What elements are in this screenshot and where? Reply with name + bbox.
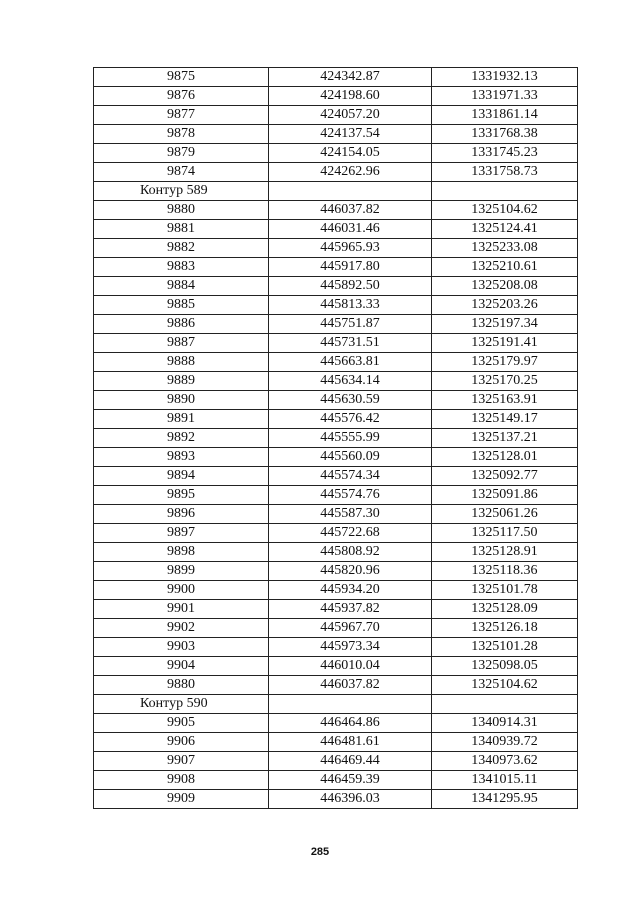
contour-header-row	[94, 695, 578, 714]
x-coordinate-cell: 445934.20	[269, 581, 432, 600]
y-coordinate-cell: 1340973.62	[432, 752, 578, 771]
point-number-cell: 9890	[94, 391, 269, 410]
y-coordinate-cell: 1325137.21	[432, 429, 578, 448]
y-coordinate-cell: 1325203.26	[432, 296, 578, 315]
point-number-cell: 9896	[94, 505, 269, 524]
y-coordinate-cell: 1325191.41	[432, 334, 578, 353]
x-coordinate-cell: 424262.96	[269, 163, 432, 182]
y-coordinate-cell: 1340914.31	[432, 714, 578, 733]
point-number-cell: 9882	[94, 239, 269, 258]
table-row	[94, 619, 578, 638]
empty-cell	[432, 695, 578, 714]
point-number-cell: 9877	[94, 106, 269, 125]
y-coordinate-cell: 1325092.77	[432, 467, 578, 486]
y-coordinate-cell: 1331971.33	[432, 87, 578, 106]
x-coordinate-cell: 445808.92	[269, 543, 432, 562]
x-coordinate-cell: 445560.09	[269, 448, 432, 467]
table-row	[94, 562, 578, 581]
y-coordinate-cell: 1331745.23	[432, 144, 578, 163]
y-coordinate-cell: 1325126.18	[432, 619, 578, 638]
table-row	[94, 600, 578, 619]
y-coordinate-cell: 1325233.08	[432, 239, 578, 258]
point-number-cell: 9883	[94, 258, 269, 277]
table-row	[94, 524, 578, 543]
x-coordinate-cell: 446481.61	[269, 733, 432, 752]
table-row	[94, 581, 578, 600]
y-coordinate-cell: 1325104.62	[432, 676, 578, 695]
table-row	[94, 353, 578, 372]
point-number-cell: 9893	[94, 448, 269, 467]
y-coordinate-cell: 1325098.05	[432, 657, 578, 676]
x-coordinate-cell: 445820.96	[269, 562, 432, 581]
point-number-cell: 9887	[94, 334, 269, 353]
point-number-cell: 9885	[94, 296, 269, 315]
contour-label-cell: Контур 590	[94, 695, 269, 714]
y-coordinate-cell: 1325149.17	[432, 410, 578, 429]
point-number-cell: 9897	[94, 524, 269, 543]
y-coordinate-cell: 1325170.25	[432, 372, 578, 391]
y-coordinate-cell: 1325124.41	[432, 220, 578, 239]
table-row	[94, 429, 578, 448]
y-coordinate-cell: 1325128.09	[432, 600, 578, 619]
table-row	[94, 657, 578, 676]
x-coordinate-cell: 445973.34	[269, 638, 432, 657]
contour-header-row	[94, 182, 578, 201]
y-coordinate-cell: 1341295.95	[432, 790, 578, 809]
x-coordinate-cell: 445731.51	[269, 334, 432, 353]
point-number-cell: 9899	[94, 562, 269, 581]
table-row	[94, 448, 578, 467]
x-coordinate-cell: 446037.82	[269, 676, 432, 695]
point-number-cell: 9902	[94, 619, 269, 638]
point-number-cell: 9874	[94, 163, 269, 182]
point-number-cell: 9878	[94, 125, 269, 144]
x-coordinate-cell: 445917.80	[269, 258, 432, 277]
point-number-cell: 9900	[94, 581, 269, 600]
y-coordinate-cell: 1331932.13	[432, 68, 578, 87]
y-coordinate-cell: 1325208.08	[432, 277, 578, 296]
y-coordinate-cell: 1325101.78	[432, 581, 578, 600]
x-coordinate-cell: 445892.50	[269, 277, 432, 296]
point-number-cell: 9898	[94, 543, 269, 562]
x-coordinate-cell: 445587.30	[269, 505, 432, 524]
empty-cell	[432, 182, 578, 201]
x-coordinate-cell: 445634.14	[269, 372, 432, 391]
point-number-cell: 9892	[94, 429, 269, 448]
x-coordinate-cell: 445937.82	[269, 600, 432, 619]
x-coordinate-cell: 446037.82	[269, 201, 432, 220]
x-coordinate-cell: 445630.59	[269, 391, 432, 410]
table-row	[94, 239, 578, 258]
table-row	[94, 752, 578, 771]
point-number-cell: 9903	[94, 638, 269, 657]
x-coordinate-cell: 445555.99	[269, 429, 432, 448]
x-coordinate-cell: 424057.20	[269, 106, 432, 125]
point-number-cell: 9889	[94, 372, 269, 391]
x-coordinate-cell: 446031.46	[269, 220, 432, 239]
x-coordinate-cell: 445967.70	[269, 619, 432, 638]
x-coordinate-cell: 445663.81	[269, 353, 432, 372]
table-row	[94, 391, 578, 410]
y-coordinate-cell: 1325210.61	[432, 258, 578, 277]
table-row	[94, 714, 578, 733]
x-coordinate-cell: 446396.03	[269, 790, 432, 809]
point-number-cell: 9884	[94, 277, 269, 296]
y-coordinate-cell: 1325061.26	[432, 505, 578, 524]
y-coordinate-cell: 1325091.86	[432, 486, 578, 505]
page-number: 285	[310, 846, 330, 858]
table-row	[94, 68, 578, 87]
table-row	[94, 201, 578, 220]
x-coordinate-cell: 446464.86	[269, 714, 432, 733]
table-row	[94, 220, 578, 239]
y-coordinate-cell: 1325101.28	[432, 638, 578, 657]
table-row	[94, 144, 578, 163]
table-row	[94, 467, 578, 486]
y-coordinate-cell: 1331758.73	[432, 163, 578, 182]
point-number-cell: 9880	[94, 676, 269, 695]
point-number-cell: 9891	[94, 410, 269, 429]
x-coordinate-cell: 424154.05	[269, 144, 432, 163]
x-coordinate-cell: 445813.33	[269, 296, 432, 315]
x-coordinate-cell: 445574.76	[269, 486, 432, 505]
y-coordinate-cell: 1331768.38	[432, 125, 578, 144]
y-coordinate-cell: 1325128.01	[432, 448, 578, 467]
x-coordinate-cell: 445722.68	[269, 524, 432, 543]
point-number-cell: 9906	[94, 733, 269, 752]
table-row	[94, 771, 578, 790]
y-coordinate-cell: 1331861.14	[432, 106, 578, 125]
y-coordinate-cell: 1325163.91	[432, 391, 578, 410]
table-row	[94, 258, 578, 277]
point-number-cell: 9895	[94, 486, 269, 505]
empty-cell	[269, 182, 432, 201]
table-row	[94, 163, 578, 182]
table-row	[94, 790, 578, 809]
x-coordinate-cell: 446010.04	[269, 657, 432, 676]
empty-cell	[269, 695, 432, 714]
table-row	[94, 638, 578, 657]
y-coordinate-cell: 1325118.36	[432, 562, 578, 581]
point-number-cell: 9909	[94, 790, 269, 809]
point-number-cell: 9881	[94, 220, 269, 239]
point-number-cell: 9886	[94, 315, 269, 334]
x-coordinate-cell: 424342.87	[269, 68, 432, 87]
point-number-cell: 9904	[94, 657, 269, 676]
y-coordinate-cell: 1325179.97	[432, 353, 578, 372]
table-row	[94, 676, 578, 695]
point-number-cell: 9905	[94, 714, 269, 733]
point-number-cell: 9880	[94, 201, 269, 220]
point-number-cell: 9908	[94, 771, 269, 790]
point-number-cell: 9894	[94, 467, 269, 486]
x-coordinate-cell: 445751.87	[269, 315, 432, 334]
point-number-cell: 9901	[94, 600, 269, 619]
y-coordinate-cell: 1325197.34	[432, 315, 578, 334]
coordinates-table	[93, 67, 578, 809]
table-row	[94, 125, 578, 144]
x-coordinate-cell: 446469.44	[269, 752, 432, 771]
table-row	[94, 334, 578, 353]
contour-label-cell: Контур 589	[94, 182, 269, 201]
y-coordinate-cell: 1325117.50	[432, 524, 578, 543]
table-row	[94, 87, 578, 106]
y-coordinate-cell: 1325104.62	[432, 201, 578, 220]
table-row	[94, 410, 578, 429]
y-coordinate-cell: 1341015.11	[432, 771, 578, 790]
x-coordinate-cell: 445576.42	[269, 410, 432, 429]
x-coordinate-cell: 424198.60	[269, 87, 432, 106]
coordinates-table-body	[94, 68, 578, 809]
point-number-cell: 9907	[94, 752, 269, 771]
table-row	[94, 277, 578, 296]
point-number-cell: 9879	[94, 144, 269, 163]
table-row	[94, 543, 578, 562]
point-number-cell: 9876	[94, 87, 269, 106]
x-coordinate-cell: 446459.39	[269, 771, 432, 790]
table-row	[94, 106, 578, 125]
table-row	[94, 505, 578, 524]
table-row	[94, 315, 578, 334]
table-row	[94, 486, 578, 505]
table-row	[94, 296, 578, 315]
x-coordinate-cell: 445965.93	[269, 239, 432, 258]
point-number-cell: 9875	[94, 68, 269, 87]
x-coordinate-cell: 445574.34	[269, 467, 432, 486]
y-coordinate-cell: 1325128.91	[432, 543, 578, 562]
x-coordinate-cell: 424137.54	[269, 125, 432, 144]
table-row	[94, 733, 578, 752]
point-number-cell: 9888	[94, 353, 269, 372]
y-coordinate-cell: 1340939.72	[432, 733, 578, 752]
table-row	[94, 372, 578, 391]
